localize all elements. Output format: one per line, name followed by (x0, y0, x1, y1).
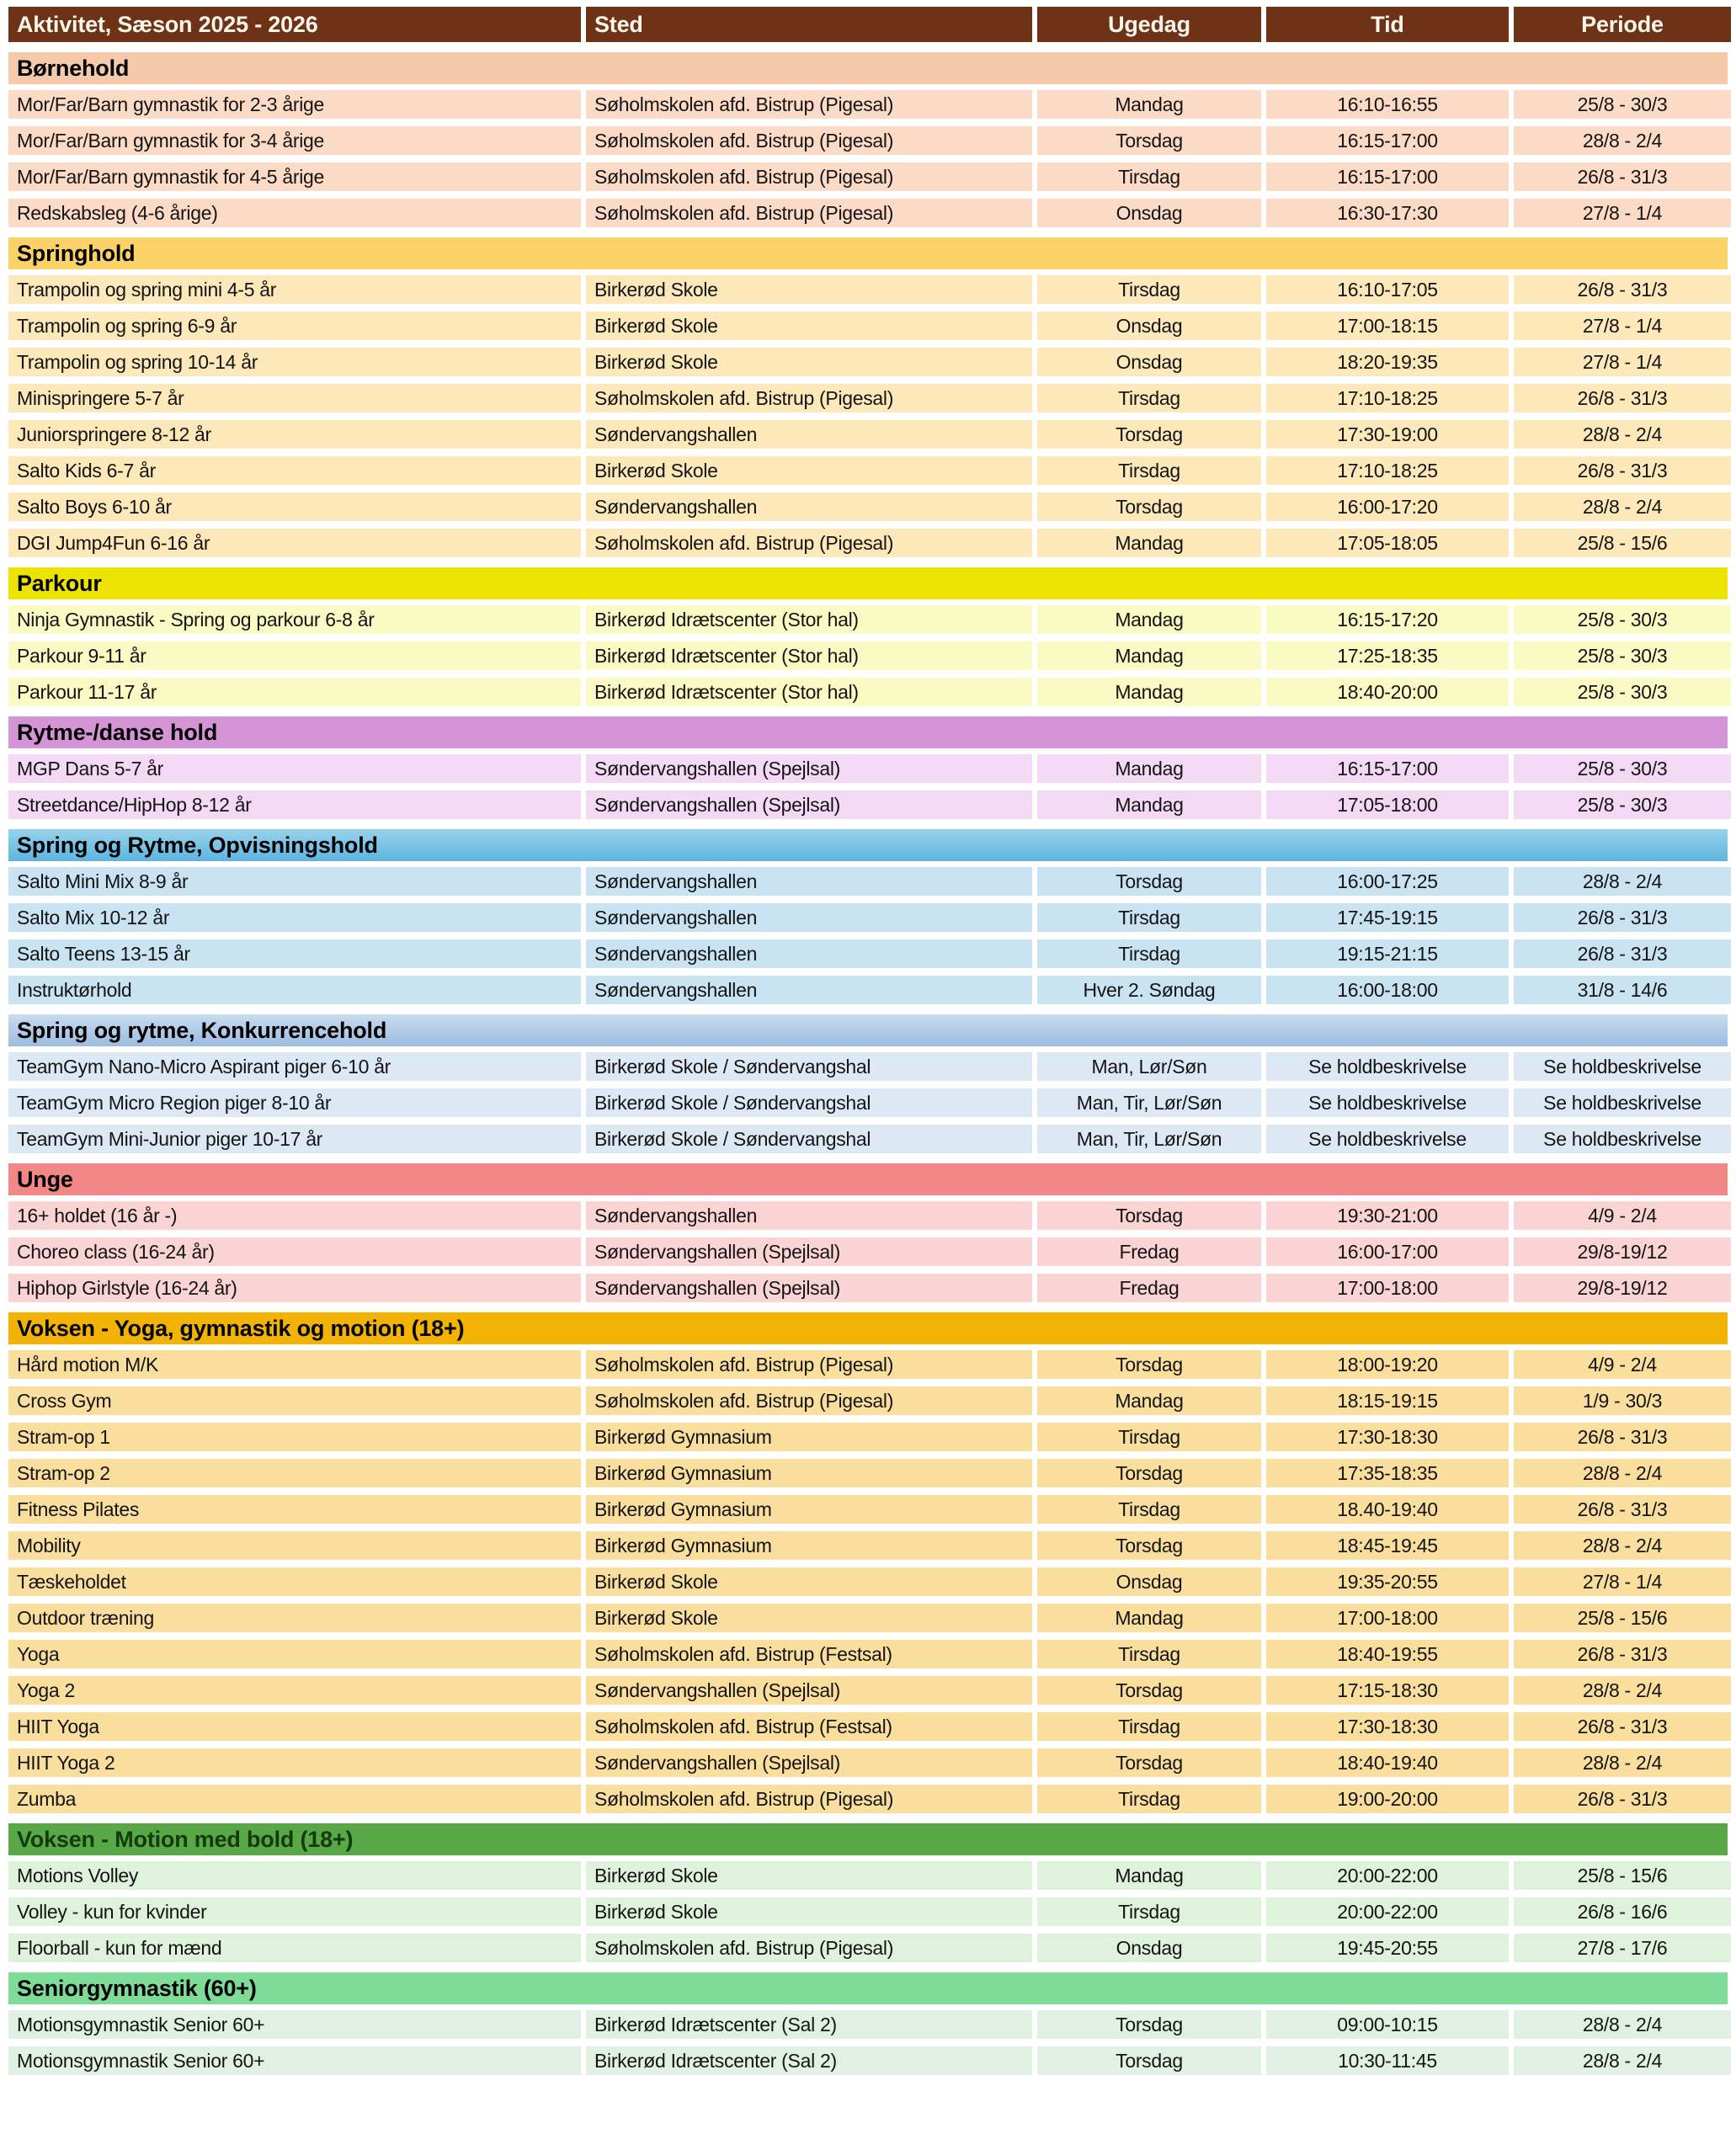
cell-aktivitet: Motionsgymnastik Senior 60+ (8, 2010, 581, 2039)
cell-periode: 26/8 - 31/3 (1514, 162, 1731, 191)
table-row (8, 1201, 1728, 1230)
cell-periode: 28/8 - 2/4 (1514, 492, 1731, 521)
table-row (8, 1748, 1728, 1777)
cell-tid: 18.40-19:40 (1266, 1495, 1509, 1524)
cell-sted: Søndervangshallen (586, 420, 1032, 449)
column-header-aktivitet: Aktivitet, Sæson 2025 - 2026 (8, 7, 581, 42)
section-header: Voksen - Yoga, gymnastik og motion (18+) (8, 1312, 1728, 1344)
cell-tid: 16:15-17:00 (1266, 754, 1509, 783)
cell-tid: 17:25-18:35 (1266, 641, 1509, 670)
cell-aktivitet: Tæskeholdet (8, 1567, 581, 1596)
cell-sted: Søholmskolen afd. Bistrup (Pigesal) (586, 1350, 1032, 1379)
table-row (8, 1640, 1728, 1668)
cell-ugedag: Mandag (1037, 1861, 1261, 1890)
table-row (8, 1712, 1728, 1741)
cell-aktivitet: Hiphop Girlstyle (16-24 år) (8, 1274, 581, 1302)
cell-tid: 16:00-18:00 (1266, 976, 1509, 1004)
cell-tid: 18:40-19:40 (1266, 1748, 1509, 1777)
cell-periode: 27/8 - 1/4 (1514, 348, 1731, 376)
cell-periode: 25/8 - 30/3 (1514, 678, 1731, 706)
cell-periode: 28/8 - 2/4 (1514, 1459, 1731, 1487)
cell-ugedag: Torsdag (1037, 420, 1261, 449)
cell-periode: 26/8 - 31/3 (1514, 1495, 1731, 1524)
cell-periode: 26/8 - 31/3 (1514, 1785, 1731, 1813)
cell-periode: 28/8 - 2/4 (1514, 420, 1731, 449)
table-row (8, 1052, 1728, 1081)
cell-sted: Søholmskolen afd. Bistrup (Pigesal) (586, 90, 1032, 119)
cell-aktivitet: Redskabsleg (4-6 årige) (8, 199, 581, 227)
cell-sted: Søndervangshallen (Spejlsal) (586, 754, 1032, 783)
cell-sted: Søndervangshallen (586, 976, 1032, 1004)
cell-ugedag: Fredag (1037, 1274, 1261, 1302)
cell-sted: Birkerød Skole / Søndervangshal (586, 1125, 1032, 1153)
cell-tid: 18:00-19:20 (1266, 1350, 1509, 1379)
cell-aktivitet: Trampolin og spring 6-9 år (8, 311, 581, 340)
cell-aktivitet: Salto Mini Mix 8-9 år (8, 867, 581, 896)
cell-periode: 26/8 - 31/3 (1514, 1423, 1731, 1451)
cell-ugedag: Man, Tir, Lør/Søn (1037, 1125, 1261, 1153)
cell-ugedag: Tirsdag (1037, 162, 1261, 191)
table-row (8, 1861, 1728, 1890)
cell-aktivitet: Salto Boys 6-10 år (8, 492, 581, 521)
cell-tid: 16:15-17:00 (1266, 126, 1509, 155)
cell-periode: 25/8 - 30/3 (1514, 90, 1731, 119)
cell-aktivitet: Salto Mix 10-12 år (8, 903, 581, 932)
cell-ugedag: Onsdag (1037, 348, 1261, 376)
cell-sted: Birkerød Gymnasium (586, 1459, 1032, 1487)
cell-periode: 1/9 - 30/3 (1514, 1386, 1731, 1415)
cell-sted: Birkerød Idrætscenter (Stor hal) (586, 605, 1032, 634)
cell-sted: Søholmskolen afd. Bistrup (Pigesal) (586, 529, 1032, 557)
table-row (8, 1274, 1728, 1302)
cell-tid: 19:30-21:00 (1266, 1201, 1509, 1230)
cell-aktivitet: Yoga (8, 1640, 581, 1668)
cell-sted: Søholmskolen afd. Bistrup (Pigesal) (586, 1386, 1032, 1415)
cell-periode: 27/8 - 1/4 (1514, 1567, 1731, 1596)
table-row (8, 492, 1728, 521)
cell-tid: 19:00-20:00 (1266, 1785, 1509, 1813)
cell-ugedag: Tirsdag (1037, 1897, 1261, 1926)
cell-ugedag: Torsdag (1037, 1201, 1261, 1230)
cell-aktivitet: Outdoor træning (8, 1604, 581, 1632)
cell-ugedag: Tirsdag (1037, 1640, 1261, 1668)
cell-aktivitet: Salto Kids 6-7 år (8, 456, 581, 485)
table-row (8, 1897, 1728, 1926)
cell-tid: 17:10-18:25 (1266, 456, 1509, 485)
cell-ugedag: Torsdag (1037, 126, 1261, 155)
table-row (8, 420, 1728, 449)
table-row (8, 678, 1728, 706)
cell-tid: 17:00-18:15 (1266, 311, 1509, 340)
cell-aktivitet: Mobility (8, 1531, 581, 1560)
table-row (8, 1604, 1728, 1632)
cell-tid: 18:40-19:55 (1266, 1640, 1509, 1668)
cell-sted: Søholmskolen afd. Bistrup (Pigesal) (586, 162, 1032, 191)
cell-aktivitet: Trampolin og spring 10-14 år (8, 348, 581, 376)
table-row (8, 275, 1728, 304)
cell-tid: 17:00-18:00 (1266, 1274, 1509, 1302)
cell-ugedag: Tirsdag (1037, 275, 1261, 304)
cell-periode: 25/8 - 15/6 (1514, 1861, 1731, 1890)
cell-periode: Se holdbeskrivelse (1514, 1125, 1731, 1153)
section-header: Parkour (8, 567, 1728, 599)
column-header-ugedag: Ugedag (1037, 7, 1261, 42)
cell-ugedag: Tirsdag (1037, 1495, 1261, 1524)
cell-ugedag: Mandag (1037, 790, 1261, 819)
cell-tid: 16:00-17:20 (1266, 492, 1509, 521)
table-row (8, 1934, 1728, 1962)
cell-aktivitet: Choreo class (16-24 år) (8, 1237, 581, 1266)
cell-ugedag: Tirsdag (1037, 1712, 1261, 1741)
table-row (8, 199, 1728, 227)
cell-aktivitet: Parkour 11-17 år (8, 678, 581, 706)
cell-periode: 26/8 - 31/3 (1514, 1640, 1731, 1668)
cell-sted: Søholmskolen afd. Bistrup (Pigesal) (586, 1934, 1032, 1962)
cell-sted: Søholmskolen afd. Bistrup (Festsal) (586, 1712, 1032, 1741)
cell-tid: 18:40-20:00 (1266, 678, 1509, 706)
cell-sted: Søndervangshallen (Spejlsal) (586, 1237, 1032, 1266)
cell-sted: Søholmskolen afd. Bistrup (Festsal) (586, 1640, 1032, 1668)
cell-periode: 28/8 - 2/4 (1514, 867, 1731, 896)
cell-aktivitet: TeamGym Nano-Micro Aspirant piger 6-10 år (8, 1052, 581, 1081)
cell-ugedag: Mandag (1037, 90, 1261, 119)
cell-ugedag: Torsdag (1037, 1531, 1261, 1560)
table-row (8, 1567, 1728, 1596)
cell-tid: 20:00-22:00 (1266, 1861, 1509, 1890)
cell-periode: 4/9 - 2/4 (1514, 1201, 1731, 1230)
cell-tid: 17:05-18:00 (1266, 790, 1509, 819)
cell-aktivitet: HIIT Yoga (8, 1712, 581, 1741)
cell-ugedag: Tirsdag (1037, 1423, 1261, 1451)
cell-ugedag: Torsdag (1037, 1350, 1261, 1379)
cell-ugedag: Torsdag (1037, 1676, 1261, 1705)
cell-tid: 09:00-10:15 (1266, 2010, 1509, 2039)
table-row (8, 90, 1728, 119)
section-header: Seniorgymnastik (60+) (8, 1972, 1728, 2004)
section-header: Springhold (8, 237, 1728, 269)
cell-periode: 26/8 - 31/3 (1514, 456, 1731, 485)
cell-tid: 16:30-17:30 (1266, 199, 1509, 227)
cell-tid: 20:00-22:00 (1266, 1897, 1509, 1926)
cell-sted: Birkerød Skole (586, 1897, 1032, 1926)
table-row (8, 903, 1728, 932)
cell-periode: 26/8 - 16/6 (1514, 1897, 1731, 1926)
cell-ugedag: Onsdag (1037, 311, 1261, 340)
cell-periode: 27/8 - 1/4 (1514, 199, 1731, 227)
cell-sted: Søndervangshallen (Spejlsal) (586, 790, 1032, 819)
table-row (8, 1125, 1728, 1153)
cell-aktivitet: Mor/Far/Barn gymnastik for 3-4 årige (8, 126, 581, 155)
cell-periode: 26/8 - 31/3 (1514, 903, 1731, 932)
cell-aktivitet: Yoga 2 (8, 1676, 581, 1705)
cell-periode: 29/8-19/12 (1514, 1274, 1731, 1302)
cell-aktivitet: Parkour 9-11 år (8, 641, 581, 670)
cell-ugedag: Tirsdag (1037, 384, 1261, 412)
cell-periode: 28/8 - 2/4 (1514, 2010, 1731, 2039)
cell-periode: 25/8 - 30/3 (1514, 790, 1731, 819)
cell-tid: 19:35-20:55 (1266, 1567, 1509, 1596)
cell-tid: 17:00-18:00 (1266, 1604, 1509, 1632)
cell-aktivitet: Volley - kun for kvinder (8, 1897, 581, 1926)
cell-sted: Søndervangshallen (Spejlsal) (586, 1676, 1032, 1705)
cell-sted: Birkerød Idrætscenter (Sal 2) (586, 2010, 1032, 2039)
cell-sted: Birkerød Skole (586, 311, 1032, 340)
cell-ugedag: Mandag (1037, 529, 1261, 557)
cell-aktivitet: HIIT Yoga 2 (8, 1748, 581, 1777)
section-header: Unge (8, 1163, 1728, 1195)
cell-tid: 18:20-19:35 (1266, 348, 1509, 376)
cell-tid: 10:30-11:45 (1266, 2046, 1509, 2075)
cell-sted: Søndervangshallen (586, 492, 1032, 521)
table-row (8, 641, 1728, 670)
table-row (8, 790, 1728, 819)
cell-tid: 16:15-17:00 (1266, 162, 1509, 191)
cell-periode: Se holdbeskrivelse (1514, 1088, 1731, 1117)
table-row (8, 867, 1728, 896)
table-row (8, 754, 1728, 783)
table-row (8, 2046, 1728, 2075)
table-row (8, 1676, 1728, 1705)
table-row (8, 976, 1728, 1004)
cell-sted: Søholmskolen afd. Bistrup (Pigesal) (586, 384, 1032, 412)
cell-periode: 26/8 - 31/3 (1514, 939, 1731, 968)
cell-tid: 16:10-16:55 (1266, 90, 1509, 119)
cell-tid: 17:15-18:30 (1266, 1676, 1509, 1705)
table-row (8, 605, 1728, 634)
cell-periode: 27/8 - 1/4 (1514, 311, 1731, 340)
cell-periode: 28/8 - 2/4 (1514, 126, 1731, 155)
cell-aktivitet: Streetdance/HipHop 8-12 år (8, 790, 581, 819)
cell-ugedag: Tirsdag (1037, 1785, 1261, 1813)
cell-ugedag: Torsdag (1037, 1459, 1261, 1487)
table-row (8, 126, 1728, 155)
cell-ugedag: Tirsdag (1037, 939, 1261, 968)
table-row (8, 1459, 1728, 1487)
cell-periode: 26/8 - 31/3 (1514, 384, 1731, 412)
cell-tid: Se holdbeskrivelse (1266, 1125, 1509, 1153)
cell-periode: 28/8 - 2/4 (1514, 1531, 1731, 1560)
cell-ugedag: Fredag (1037, 1237, 1261, 1266)
cell-ugedag: Onsdag (1037, 1567, 1261, 1596)
cell-tid: 17:30-19:00 (1266, 420, 1509, 449)
cell-aktivitet: Minispringere 5-7 år (8, 384, 581, 412)
cell-aktivitet: Ninja Gymnastik - Spring og parkour 6-8 år (8, 605, 581, 634)
cell-sted: Birkerød Skole (586, 456, 1032, 485)
cell-sted: Birkerød Skole (586, 1567, 1032, 1596)
cell-ugedag: Man, Tir, Lør/Søn (1037, 1088, 1261, 1117)
section-header: Spring og rytme, Konkurrencehold (8, 1014, 1728, 1046)
table-row (8, 456, 1728, 485)
cell-aktivitet: Motions Volley (8, 1861, 581, 1890)
cell-tid: 17:30-18:30 (1266, 1712, 1509, 1741)
cell-aktivitet: Stram-op 2 (8, 1459, 581, 1487)
section-header: Børnehold (8, 52, 1728, 84)
cell-ugedag: Mandag (1037, 605, 1261, 634)
cell-sted: Søndervangshallen (586, 867, 1032, 896)
cell-aktivitet: Stram-op 1 (8, 1423, 581, 1451)
column-header-sted: Sted (586, 7, 1032, 42)
cell-tid: 17:45-19:15 (1266, 903, 1509, 932)
cell-ugedag: Mandag (1037, 641, 1261, 670)
cell-periode: 25/8 - 30/3 (1514, 605, 1731, 634)
cell-aktivitet: Zumba (8, 1785, 581, 1813)
cell-sted: Birkerød Idrætscenter (Sal 2) (586, 2046, 1032, 2075)
cell-aktivitet: TeamGym Micro Region piger 8-10 år (8, 1088, 581, 1117)
cell-tid: 18:45-19:45 (1266, 1531, 1509, 1560)
cell-tid: 19:15-21:15 (1266, 939, 1509, 968)
cell-sted: Birkerød Skole (586, 1861, 1032, 1890)
cell-aktivitet: Juniorspringere 8-12 år (8, 420, 581, 449)
cell-ugedag: Torsdag (1037, 867, 1261, 896)
cell-aktivitet: Salto Teens 13-15 år (8, 939, 581, 968)
table-row (8, 162, 1728, 191)
cell-periode: 27/8 - 17/6 (1514, 1934, 1731, 1962)
cell-periode: 25/8 - 30/3 (1514, 641, 1731, 670)
cell-periode: 26/8 - 31/3 (1514, 275, 1731, 304)
cell-ugedag: Mandag (1037, 1386, 1261, 1415)
cell-periode: 25/8 - 30/3 (1514, 754, 1731, 783)
column-header-tid: Tid (1266, 7, 1509, 42)
cell-periode: 25/8 - 15/6 (1514, 1604, 1731, 1632)
cell-aktivitet: MGP Dans 5-7 år (8, 754, 581, 783)
cell-sted: Birkerød Skole (586, 1604, 1032, 1632)
section-header: Voksen - Motion med bold (18+) (8, 1823, 1728, 1855)
cell-aktivitet: 16+ holdet (16 år -) (8, 1201, 581, 1230)
cell-ugedag: Torsdag (1037, 492, 1261, 521)
cell-aktivitet: Fitness Pilates (8, 1495, 581, 1524)
cell-ugedag: Tirsdag (1037, 903, 1261, 932)
table-row (8, 1785, 1728, 1813)
cell-sted: Søholmskolen afd. Bistrup (Pigesal) (586, 1785, 1032, 1813)
cell-periode: 28/8 - 2/4 (1514, 1748, 1731, 1777)
cell-sted: Søndervangshallen (Spejlsal) (586, 1274, 1032, 1302)
table-row (8, 1423, 1728, 1451)
cell-ugedag: Torsdag (1037, 1748, 1261, 1777)
cell-tid: 16:00-17:00 (1266, 1237, 1509, 1266)
table-body (8, 52, 1728, 2075)
cell-sted: Birkerød Skole (586, 348, 1032, 376)
cell-aktivitet: Instruktørhold (8, 976, 581, 1004)
cell-ugedag: Tirsdag (1037, 456, 1261, 485)
cell-periode: Se holdbeskrivelse (1514, 1052, 1731, 1081)
cell-tid: 16:00-17:25 (1266, 867, 1509, 896)
cell-aktivitet: Floorball - kun for mænd (8, 1934, 581, 1962)
cell-aktivitet: Cross Gym (8, 1386, 581, 1415)
table-row (8, 2010, 1728, 2039)
cell-aktivitet: Hård motion M/K (8, 1350, 581, 1379)
cell-sted: Birkerød Skole / Søndervangshal (586, 1088, 1032, 1117)
cell-tid: 16:15-17:20 (1266, 605, 1509, 634)
cell-tid: 17:35-18:35 (1266, 1459, 1509, 1487)
cell-periode: 28/8 - 2/4 (1514, 2046, 1731, 2075)
table-row (8, 1495, 1728, 1524)
table-row (8, 1531, 1728, 1560)
cell-aktivitet: Mor/Far/Barn gymnastik for 2-3 årige (8, 90, 581, 119)
cell-sted: Birkerød Gymnasium (586, 1423, 1032, 1451)
section-header: Spring og Rytme, Opvisningshold (8, 829, 1728, 861)
cell-tid: Se holdbeskrivelse (1266, 1088, 1509, 1117)
cell-sted: Søndervangshallen (586, 903, 1032, 932)
cell-ugedag: Man, Lør/Søn (1037, 1052, 1261, 1081)
cell-sted: Birkerød Idrætscenter (Stor hal) (586, 678, 1032, 706)
cell-ugedag: Onsdag (1037, 1934, 1261, 1962)
cell-tid: 17:05-18:05 (1266, 529, 1509, 557)
cell-aktivitet: Motionsgymnastik Senior 60+ (8, 2046, 581, 2075)
table-row (8, 384, 1728, 412)
cell-ugedag: Torsdag (1037, 2010, 1261, 2039)
table-row (8, 1350, 1728, 1379)
cell-periode: 28/8 - 2/4 (1514, 1676, 1731, 1705)
cell-ugedag: Torsdag (1037, 2046, 1261, 2075)
cell-tid: 17:10-18:25 (1266, 384, 1509, 412)
cell-sted: Søholmskolen afd. Bistrup (Pigesal) (586, 199, 1032, 227)
table-header-row (8, 7, 1728, 42)
table-row (8, 1237, 1728, 1266)
cell-ugedag: Mandag (1037, 1604, 1261, 1632)
column-header-periode: Periode (1514, 7, 1731, 42)
cell-periode: 31/8 - 14/6 (1514, 976, 1731, 1004)
table-row (8, 348, 1728, 376)
cell-sted: Søndervangshallen (586, 1201, 1032, 1230)
cell-tid: 16:10-17:05 (1266, 275, 1509, 304)
cell-tid: 18:15-19:15 (1266, 1386, 1509, 1415)
section-header: Rytme-/danse hold (8, 716, 1728, 748)
cell-periode: 26/8 - 31/3 (1514, 1712, 1731, 1741)
table-row (8, 1088, 1728, 1117)
cell-aktivitet: Trampolin og spring mini 4-5 år (8, 275, 581, 304)
table-row (8, 529, 1728, 557)
cell-sted: Birkerød Idrætscenter (Stor hal) (586, 641, 1032, 670)
cell-aktivitet: TeamGym Mini-Junior piger 10-17 år (8, 1125, 581, 1153)
cell-tid: 17:30-18:30 (1266, 1423, 1509, 1451)
table-row (8, 1386, 1728, 1415)
table-row (8, 939, 1728, 968)
cell-sted: Birkerød Gymnasium (586, 1495, 1032, 1524)
cell-sted: Søndervangshallen (586, 939, 1032, 968)
cell-tid: Se holdbeskrivelse (1266, 1052, 1509, 1081)
cell-aktivitet: DGI Jump4Fun 6-16 år (8, 529, 581, 557)
cell-sted: Søndervangshallen (Spejlsal) (586, 1748, 1032, 1777)
cell-sted: Søholmskolen afd. Bistrup (Pigesal) (586, 126, 1032, 155)
cell-periode: 25/8 - 15/6 (1514, 529, 1731, 557)
cell-periode: 29/8-19/12 (1514, 1237, 1731, 1266)
cell-ugedag: Mandag (1037, 754, 1261, 783)
cell-ugedag: Hver 2. Søndag (1037, 976, 1261, 1004)
table-row (8, 311, 1728, 340)
cell-sted: Birkerød Skole / Søndervangshal (586, 1052, 1032, 1081)
cell-sted: Birkerød Skole (586, 275, 1032, 304)
cell-ugedag: Onsdag (1037, 199, 1261, 227)
cell-tid: 19:45-20:55 (1266, 1934, 1509, 1962)
cell-aktivitet: Mor/Far/Barn gymnastik for 4-5 årige (8, 162, 581, 191)
cell-sted: Birkerød Gymnasium (586, 1531, 1032, 1560)
cell-ugedag: Mandag (1037, 678, 1261, 706)
cell-periode: 4/9 - 2/4 (1514, 1350, 1731, 1379)
